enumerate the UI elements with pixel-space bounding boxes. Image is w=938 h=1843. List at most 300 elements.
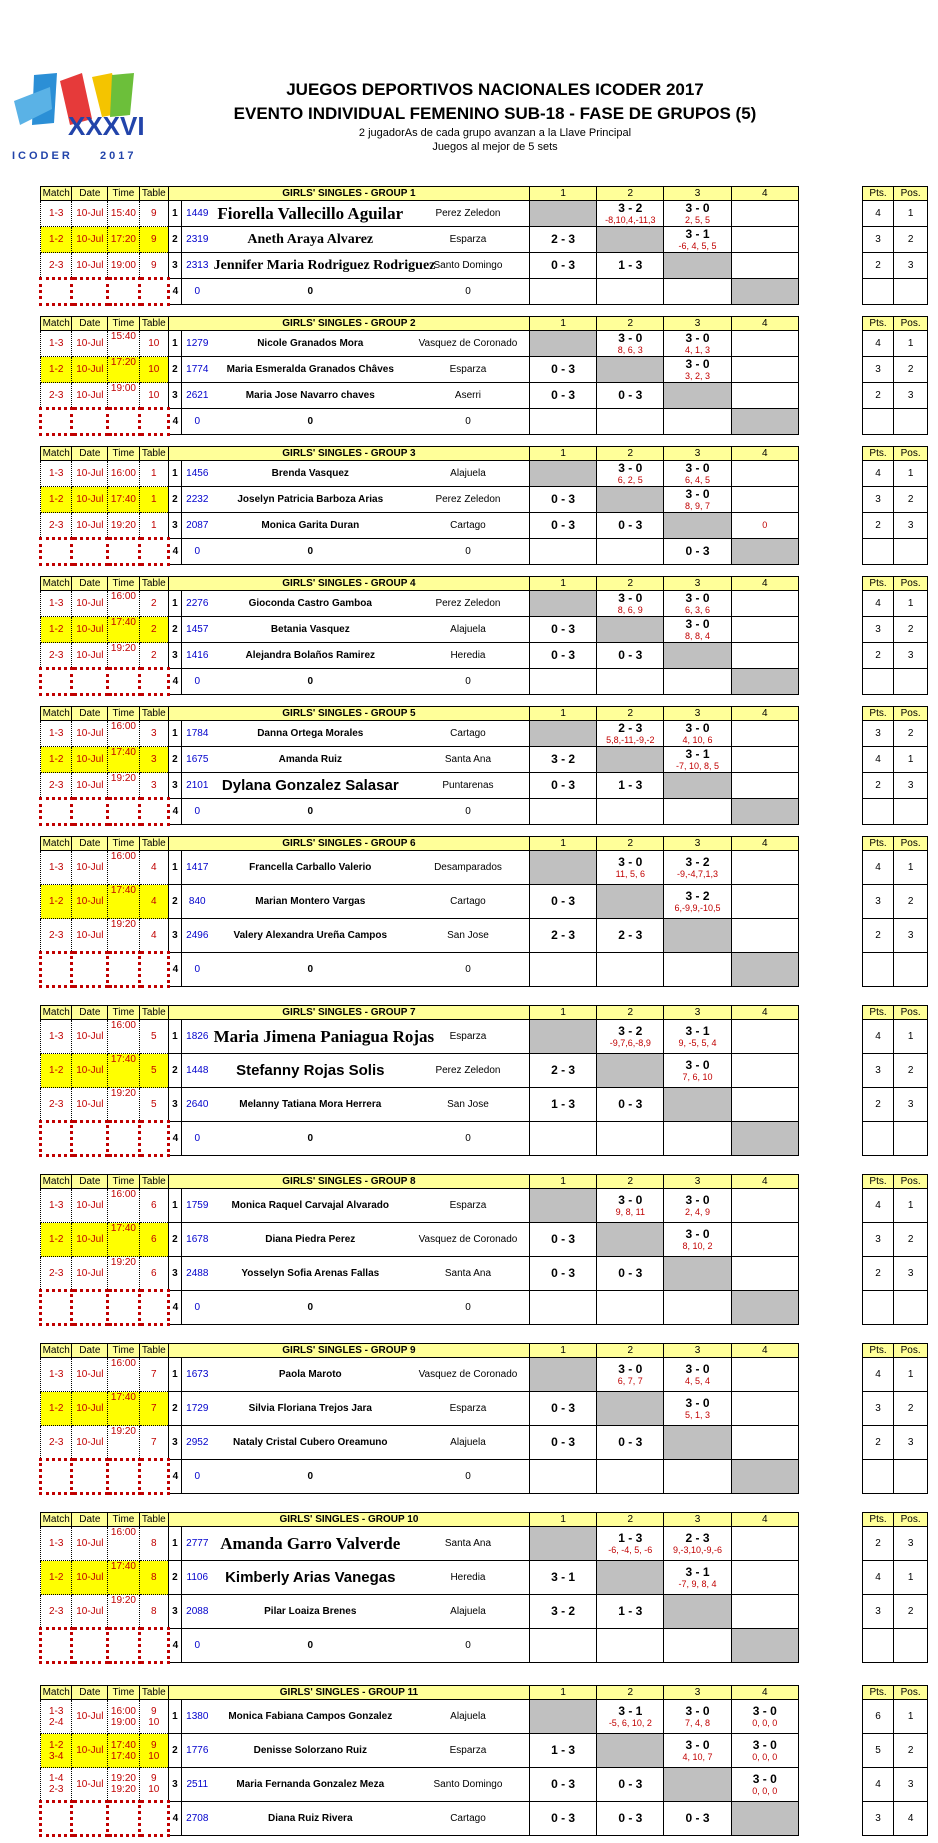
table-cell-value: 10 [148, 389, 160, 401]
match-result: 0 - 3 [618, 1097, 643, 1111]
match-cell [41, 747, 72, 773]
match-cell [41, 1595, 72, 1629]
player-license: 1776 [181, 1734, 209, 1768]
match-header: Match [41, 577, 72, 591]
player-license: 2087 [181, 513, 209, 539]
match-result: 0 - 3 [618, 1777, 643, 1791]
column-header-c1: 1 [529, 187, 596, 201]
player-position [894, 279, 928, 305]
table-cell-value: 3 [151, 754, 157, 765]
player-row [41, 1426, 928, 1460]
column-header-c3: 3 [664, 1175, 731, 1189]
player-points: 2 [862, 919, 893, 953]
time-cell [108, 591, 139, 617]
match-result: 2 - 3 [551, 1063, 576, 1077]
score-cell [731, 279, 798, 305]
player-license: 0 [181, 539, 209, 565]
match-result: 0 - 3 [618, 1811, 643, 1825]
time-header: Time [108, 1686, 139, 1700]
match-cell-value: 1-3 [48, 1369, 64, 1380]
table-cell [139, 1426, 168, 1460]
time-cell [108, 617, 139, 643]
date-cell [72, 461, 108, 487]
player-name: Diana Piedra Perez [210, 1223, 407, 1257]
date-cell [72, 1527, 108, 1561]
score-cell [731, 409, 798, 435]
date-cell [72, 1734, 108, 1768]
table-cell-value: 3 [151, 779, 157, 791]
player-row [41, 1460, 928, 1494]
player-number: 1 [168, 721, 181, 747]
player-points [862, 953, 893, 987]
player-name: 0 [210, 799, 407, 825]
match-cell-value: 2-3 [48, 259, 64, 271]
match-cell [41, 643, 72, 669]
time-cell-value: 17:40 [110, 1223, 136, 1234]
score-cell [731, 953, 798, 987]
column-header-c2: 2 [597, 1344, 664, 1358]
header-gap [798, 837, 862, 851]
player-position: 2 [894, 721, 928, 747]
date-cell-value: 10-Jul [76, 1745, 104, 1756]
column-header-c1: 1 [529, 317, 596, 331]
match-header: Match [41, 187, 72, 201]
player-points: 4 [862, 201, 893, 227]
format-note: Juegos al mejor de 5 sets [432, 141, 558, 153]
player-row [41, 747, 928, 773]
match-cell [41, 1358, 72, 1392]
date-cell-value: 10-Jul [76, 1234, 104, 1245]
column-header-c4: 4 [731, 707, 798, 721]
player-license: 1279 [181, 331, 209, 357]
player-row [41, 227, 928, 253]
match-cell-value: 1-2 [48, 364, 64, 375]
date-cell [72, 1460, 108, 1494]
date-cell [72, 1426, 108, 1460]
score-cell [664, 1122, 731, 1156]
player-license: 0 [181, 669, 209, 695]
date-cell [72, 643, 108, 669]
set-scores: -9,-4,7,1,3 [677, 868, 719, 879]
position-header: Pos. [894, 1513, 928, 1527]
player-name: Joselyn Patricia Barboza Arias [210, 487, 407, 513]
set-scores: 8, 8, 4 [685, 630, 711, 641]
score-cell [597, 1734, 664, 1768]
table-header: Table [139, 1006, 168, 1020]
player-number: 2 [168, 487, 181, 513]
column-header-c3: 3 [664, 1344, 731, 1358]
date-cell-value: 10-Jul [76, 1031, 104, 1042]
table-cell-value: 8 [151, 1605, 157, 1617]
match-result: 3 - 0 [618, 854, 643, 869]
player-club: Esparza [407, 227, 530, 253]
spacer [798, 1358, 862, 1392]
player-position: 1 [894, 1700, 928, 1734]
player-points: 3 [862, 1802, 893, 1836]
player-points: 4 [862, 591, 893, 617]
set-scores: 2, 5, 5 [685, 214, 711, 225]
player-points [862, 1122, 893, 1156]
group-title: GIRLS' SINGLES - GROUP 6 [168, 837, 529, 851]
date-cell-value: 10-Jul [76, 389, 104, 401]
score-cell [529, 617, 596, 643]
table-cell [139, 851, 168, 885]
date-cell-value: 10-Jul [76, 929, 104, 941]
match-result: 0 - 3 [618, 388, 643, 402]
match-result: 3 - 0 [685, 200, 710, 215]
score-cell [529, 487, 596, 513]
player-club: 0 [407, 1122, 530, 1156]
player-name: Betania Vasquez [210, 617, 407, 643]
time-cell-value: 19:20 [110, 919, 136, 930]
date-cell-value: 10-Jul [76, 728, 104, 739]
table-cell [139, 1054, 168, 1088]
player-club: Aserri [407, 383, 530, 409]
spacer [798, 1088, 862, 1122]
player-club: 0 [407, 1629, 530, 1663]
match-result: 2 - 3 [618, 928, 643, 942]
set-scores: 6, 2, 5 [617, 474, 643, 485]
player-row [41, 617, 928, 643]
table-cell [139, 1561, 168, 1595]
player-number: 3 [168, 1426, 181, 1460]
score-cell [529, 1392, 596, 1426]
column-header-c2: 2 [597, 447, 664, 461]
group-title: GIRLS' SINGLES - GROUP 4 [168, 577, 529, 591]
table-cell [139, 721, 168, 747]
group-title: GIRLS' SINGLES - GROUP 10 [168, 1513, 529, 1527]
time-cell-value: 19:20 [110, 643, 136, 654]
player-club: Santa Ana [407, 1257, 530, 1291]
player-points: 4 [862, 747, 893, 773]
player-points [862, 279, 893, 305]
player-row [41, 773, 928, 799]
header-gap [798, 1513, 862, 1527]
date-cell [72, 1629, 108, 1663]
player-points [862, 1291, 893, 1325]
player-points: 4 [862, 1561, 893, 1595]
table-header: Table [139, 1175, 168, 1189]
set-scores: 6, 7, 7 [617, 1375, 643, 1386]
player-club: Cartago [407, 1802, 530, 1836]
player-row [41, 1054, 928, 1088]
match-cell [41, 1291, 72, 1325]
player-club: Heredia [407, 1561, 530, 1595]
score-cell [664, 919, 731, 953]
player-position: 3 [894, 513, 928, 539]
score-cell [597, 721, 664, 747]
match-cell-value: 1-3 [48, 1200, 64, 1211]
score-cell [731, 919, 798, 953]
points-header: Pts. [862, 577, 893, 591]
score-cell [731, 1088, 798, 1122]
table-cell [139, 799, 168, 825]
match-cell-value: 1-2 [48, 896, 64, 907]
table-cell-value: 7 [151, 1436, 157, 1448]
score-cell [664, 539, 731, 565]
match-cell [41, 1020, 72, 1054]
match-cell [41, 253, 72, 279]
match-result: 0 - 3 [685, 544, 710, 558]
time-cell [108, 851, 139, 885]
player-row [41, 539, 928, 565]
time-cell [108, 1595, 139, 1629]
player-number: 3 [168, 1088, 181, 1122]
score-cell [529, 747, 596, 773]
date-cell-value: 10-Jul [76, 468, 104, 479]
column-header-c1: 1 [529, 447, 596, 461]
spacer [798, 1629, 862, 1663]
match-cell [41, 1734, 72, 1768]
icoder-logo [12, 73, 162, 161]
match-result: 3 - 1 [685, 1564, 710, 1579]
time-cell-value-2: 19:20 [110, 1784, 136, 1795]
score-cell [731, 1392, 798, 1426]
svg-text:XXXVI: XXXVI [68, 111, 145, 141]
score-cell [731, 591, 798, 617]
date-cell-value: 10-Jul [76, 862, 104, 873]
player-club: Esparza [407, 1734, 530, 1768]
match-result: 0 - 3 [551, 518, 576, 532]
player-row [41, 919, 928, 953]
player-points: 2 [862, 1257, 893, 1291]
match-cell-value: 2-3 [48, 1267, 64, 1279]
spacer [798, 747, 862, 773]
player-position [894, 953, 928, 987]
match-cell [41, 1122, 72, 1156]
match-result: 3 - 2 [685, 854, 710, 869]
match-result: 2 - 3 [618, 720, 643, 735]
player-name: Dylana Gonzalez Salasar [210, 773, 407, 799]
time-cell [108, 1088, 139, 1122]
player-points: 3 [862, 487, 893, 513]
score-cell [731, 1223, 798, 1257]
score-cell [529, 1088, 596, 1122]
player-number: 4 [168, 1460, 181, 1494]
player-points: 3 [862, 1595, 893, 1629]
time-cell [108, 409, 139, 435]
date-cell [72, 1358, 108, 1392]
spacer [798, 513, 862, 539]
player-position: 2 [894, 1392, 928, 1426]
score-cell [664, 227, 731, 253]
player-points: 4 [862, 461, 893, 487]
match-result: 3 - 0 [618, 1192, 643, 1207]
player-points: 4 [862, 1358, 893, 1392]
table-cell-value: 4 [151, 896, 157, 907]
match-result: 3 - 0 [685, 1226, 710, 1241]
match-cell-value: 2-3 [48, 1436, 64, 1448]
player-row [41, 1595, 928, 1629]
player-number: 3 [168, 1595, 181, 1629]
time-cell-value: 16:00 [110, 1358, 136, 1369]
score-cell [597, 591, 664, 617]
column-header-c4: 4 [731, 317, 798, 331]
score-cell [731, 851, 798, 885]
score-cell [731, 885, 798, 919]
group-title: GIRLS' SINGLES - GROUP 3 [168, 447, 529, 461]
time-cell [108, 1122, 139, 1156]
set-scores: 0, 0, 0 [752, 1751, 778, 1762]
score-cell [664, 851, 731, 885]
table-cell [139, 1358, 168, 1392]
spacer [798, 1460, 862, 1494]
spacer [798, 885, 862, 919]
time-cell [108, 201, 139, 227]
player-number: 1 [168, 331, 181, 357]
time-cell [108, 461, 139, 487]
player-name: Melanny Tatiana Mora Herrera [210, 1088, 407, 1122]
player-position [894, 1122, 928, 1156]
score-cell [664, 1561, 731, 1595]
table-cell-value: 2 [151, 649, 157, 661]
score-cell [731, 227, 798, 253]
score-cell [731, 487, 798, 513]
player-club: Perez Zeledon [407, 487, 530, 513]
player-name: 0 [210, 1122, 407, 1156]
score-cell [664, 1734, 731, 1768]
match-cell-value-2: 2-4 [48, 1716, 64, 1728]
player-points: 2 [862, 1527, 893, 1561]
match-cell-value: 1-3 [48, 1705, 64, 1717]
time-cell [108, 1460, 139, 1494]
player-points: 4 [862, 1020, 893, 1054]
player-row [41, 1088, 928, 1122]
spacer [798, 1426, 862, 1460]
player-points [862, 539, 893, 565]
date-cell [72, 617, 108, 643]
table-cell [139, 1020, 168, 1054]
score-cell [664, 643, 731, 669]
score-cell [664, 885, 731, 919]
player-club: Perez Zeledon [407, 591, 530, 617]
match-cell [41, 461, 72, 487]
date-cell-value: 10-Jul [76, 519, 104, 531]
date-cell [72, 1189, 108, 1223]
player-license: 2319 [181, 227, 209, 253]
time-cell-value: 17:20 [110, 357, 136, 368]
date-cell [72, 1088, 108, 1122]
date-cell-value: 10-Jul [76, 364, 104, 375]
player-position: 4 [894, 1802, 928, 1836]
match-cell [41, 1700, 72, 1734]
score-cell [597, 1223, 664, 1257]
spacer [798, 461, 862, 487]
set-scores: -5, 6, 10, 2 [608, 1717, 652, 1728]
match-result: 1 - 3 [551, 1097, 576, 1111]
date-cell-value: 10-Jul [76, 234, 104, 245]
group-title: GIRLS' SINGLES - GROUP 1 [168, 187, 529, 201]
match-cell [41, 1802, 72, 1836]
player-name: 0 [210, 669, 407, 695]
player-number: 4 [168, 1629, 181, 1663]
match-cell-value: 1-2 [48, 494, 64, 505]
match-cell [41, 1629, 72, 1663]
player-number: 1 [168, 201, 181, 227]
player-row [41, 851, 928, 885]
spacer [798, 1054, 862, 1088]
player-points: 3 [862, 1392, 893, 1426]
time-cell [108, 331, 139, 357]
column-header-c3: 3 [664, 577, 731, 591]
player-name: Fiorella Vallecillo Aguilar [210, 201, 407, 227]
score-cell [664, 1088, 731, 1122]
header-gap [798, 577, 862, 591]
time-cell [108, 1223, 139, 1257]
player-position [894, 669, 928, 695]
score-cell [597, 513, 664, 539]
position-header: Pos. [894, 317, 928, 331]
player-position: 2 [894, 1595, 928, 1629]
match-cell-value: 2-3 [48, 929, 64, 941]
player-row [41, 383, 928, 409]
player-points: 3 [862, 721, 893, 747]
player-license: 2488 [181, 1257, 209, 1291]
date-cell-value: 10-Jul [76, 1403, 104, 1414]
player-license: 1448 [181, 1054, 209, 1088]
player-name: Aneth Araya Alvarez [210, 227, 407, 253]
table-cell-value: 6 [151, 1234, 157, 1245]
spacer [798, 1768, 862, 1802]
match-cell-value-2: 3-4 [48, 1750, 64, 1762]
spacer [798, 1257, 862, 1291]
spacer [798, 799, 862, 825]
match-cell [41, 1088, 72, 1122]
score-cell [529, 851, 596, 885]
time-cell-value: 17:40 [110, 1392, 136, 1403]
date-header: Date [72, 577, 108, 591]
date-cell-value: 10-Jul [76, 1778, 104, 1790]
player-club: Esparza [407, 1189, 530, 1223]
player-position: 2 [894, 617, 928, 643]
group-8-table [39, 1174, 928, 1326]
date-cell [72, 227, 108, 253]
spacer [798, 487, 862, 513]
score-cell [664, 461, 731, 487]
score-cell [664, 201, 731, 227]
date-cell-value: 10-Jul [76, 259, 104, 271]
set-scores: 9, -5, 5, 4 [678, 1037, 717, 1048]
match-result: 0 - 3 [551, 1266, 576, 1280]
table-cell-value: 8 [151, 1572, 157, 1583]
player-position: 1 [894, 461, 928, 487]
table-cell-value: 9 [151, 259, 157, 271]
table-cell [139, 279, 168, 305]
score-cell [529, 1595, 596, 1629]
spacer [798, 1595, 862, 1629]
points-header: Pts. [862, 317, 893, 331]
time-cell-value: 17:40 [110, 747, 136, 758]
match-cell-value: 2-3 [48, 1605, 64, 1617]
score-cell [529, 591, 596, 617]
score-cell [731, 1358, 798, 1392]
match-result: 0 - 3 [551, 1811, 576, 1825]
main-title: JUEGOS DEPORTIVOS NACIONALES ICODER 2017 [286, 80, 704, 99]
table-header: Table [139, 1513, 168, 1527]
match-result: 3 - 0 [752, 1737, 777, 1752]
player-number: 4 [168, 1802, 181, 1836]
match-result: 3 - 0 [618, 590, 643, 605]
points-header: Pts. [862, 837, 893, 851]
player-license: 0 [181, 1460, 209, 1494]
group-9-table [39, 1343, 928, 1495]
score-cell [597, 1392, 664, 1426]
score-cell [597, 1700, 664, 1734]
score-cell [529, 1460, 596, 1494]
set-scores: -9,7,6,-8,9 [609, 1037, 651, 1048]
table-cell-value: 9 [151, 1739, 157, 1751]
player-club: Esparza [407, 1020, 530, 1054]
